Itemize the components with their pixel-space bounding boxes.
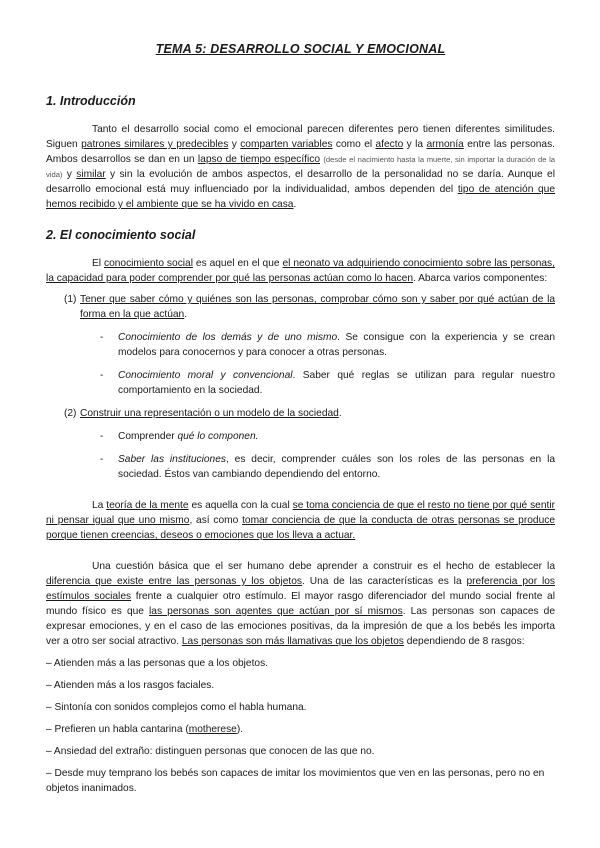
list-item: – Prefieren un habla cantarina (motherese). [46,724,244,735]
personas-objetos-paragraph: Una cuestión básica que el ser humano debe aprender a construir es el hecho de establecer la diferencia que existe entre las personas y los objetos. Una de las características es la preferencia por los estímulos sociales frente a cualquier otro estímulo. El mayor rasgo diferenciador del mundo social frente al mundo físico es que las personas son agentes que actúan por sí mismos. Las personas son capaces de expresar emociones, y en el caso de las emociones positivas, da la impresión de que a los bebés les importa ver a otro ser social atractivo. Las personas son más llamativas que los objetos dependiendo de 8 rasgos: [46,561,555,647]
teoria-mente-paragraph: La teoría de la mente es aquella con la cual se toma conciencia de que el resto no tiene por qué sentir ni pensar igual que uno mismo, así como tomar conciencia de que la conducta de otras personas se produce porque tienen creencias, deseos o emociones que los lleva a actuar. [46,500,555,541]
list-item: – Desde muy temprano los bebés son capaces de imitar los movimientos que ven en las personas, pero no en objetos inanimados. [46,768,545,794]
sub-item: - Comprender qué lo componen. [100,431,259,442]
list-item: – Ansiedad del extraño: distinguen personas que conocen de las que no. [46,746,375,757]
numbered-item-1 [46,292,555,322]
list-item: – Sintonía con sonidos complejos como el habla humana. [46,702,307,713]
sub-item: - Saber las instituciones, es decir, comprender cuáles son los roles de las personas en la sociedad. Éstos van cambiando dependiendo del entorno. [100,454,556,480]
sub-item: - Conocimiento moral y convencional. Saber qué reglas se utilizan para regular nuestro comportamiento en la sociedad. [100,370,555,396]
item-number: (2) [64,408,77,419]
list-item: – Atienden más a los rasgos faciales. [46,680,215,691]
section-heading-introduccion: 1. Introducción [46,94,136,108]
item-number: (1) [64,294,77,305]
item-text: Tener que saber cómo y quiénes son las personas, comprobar cómo son y saber por qué actúan de la forma en la que actúan. [80,294,555,320]
document-title: TEMA 5: DESARROLLO SOCIAL Y EMOCIONAL [155,42,446,56]
item-text: Construir una representación o un modelo de la sociedad. [80,408,342,419]
numbered-item-2 [46,406,555,421]
sub-item: - Conocimiento de los demás y de uno mismo. Se consigue con la experiencia y se crean modelos para conocernos y para conocer a otras personas. [100,332,555,358]
section-heading-conocimiento-social: 2. El conocimiento social [46,228,196,242]
conocimiento-social-paragraph: El conocimiento social es aquel en el que el neonato va adquiriendo conocimiento sobre las personas, la capacidad para poder comprender por qué las personas actúan como lo hacen. Abarca varios componentes: [46,258,555,284]
intro-paragraph: Tanto el desarrollo social como el emocional parecen diferentes pero tienen diferentes similitudes. Siguen patrones similares y predecibles y comparten variables como el afecto y la armonía entre las personas. Ambos desarrollos se dan en un lapso de tiempo específico (desde el nacimiento hasta la muerte, sin importar la duración de la vida) y similar y sin la evolución de ambos aspectos, el desarrollo de la personalidad no se daría. Aunque el desarrollo emocional está muy influenciado por la individualidad, ambos dependen del tipo de atención que hemos recibido y el ambiente que se ha vivido en casa. [46,124,556,210]
list-item: – Atienden más a las personas que a los objetos. [46,658,269,669]
